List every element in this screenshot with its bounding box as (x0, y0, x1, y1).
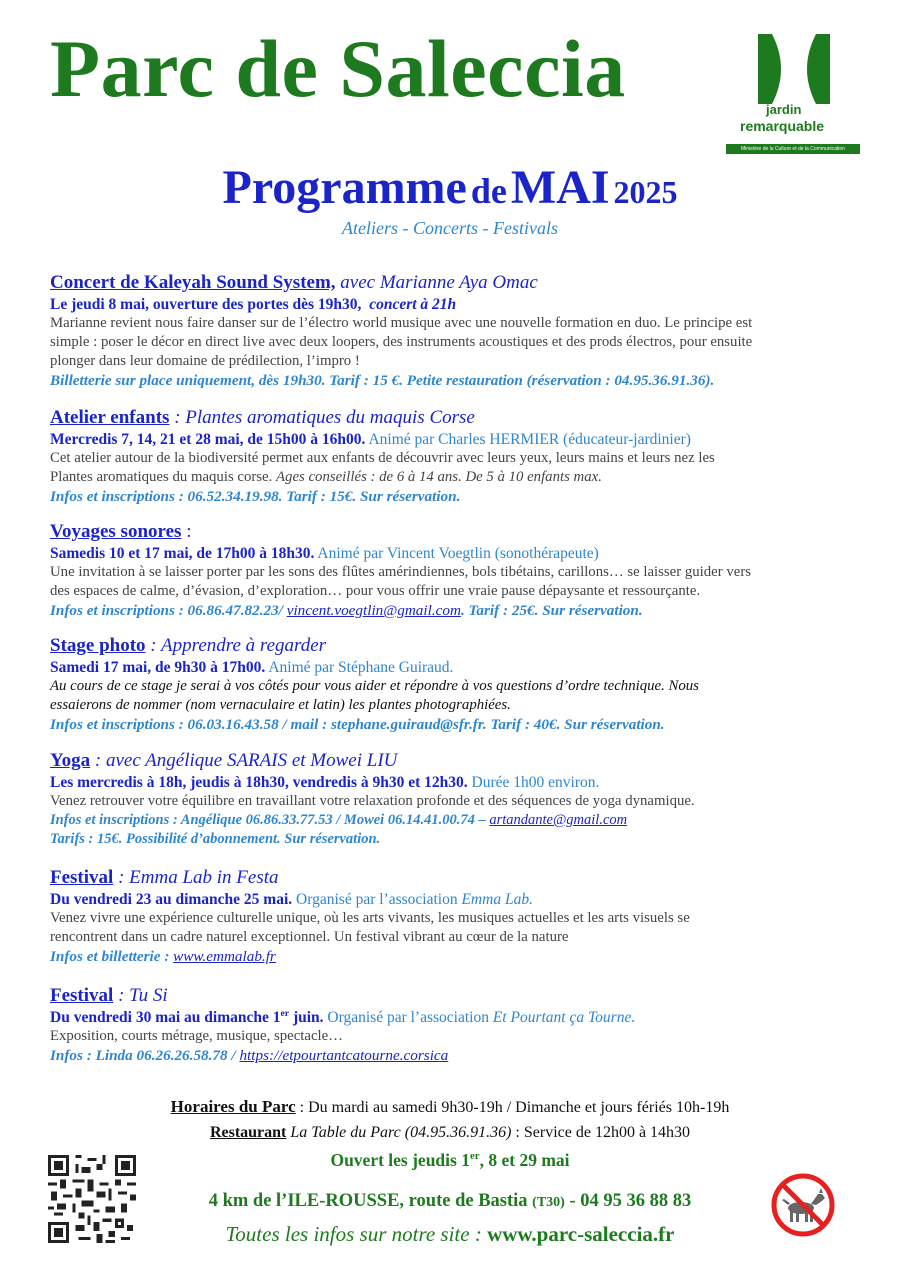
event-organizer-name: Emma Lab. (461, 891, 533, 908)
website-link[interactable]: www.parc-saleccia.fr (487, 1222, 675, 1246)
de-word: de (470, 171, 507, 211)
event-date: Le jeudi 8 mai, ouverture des portes dès 19h30, (50, 296, 362, 313)
event-stage-photo (50, 634, 870, 734)
jardin-remarquable-logo (726, 34, 862, 158)
event-title: : (181, 521, 192, 542)
open-text: Ouvert les jeudis 1 (330, 1150, 470, 1170)
event-title: : Tu Si (113, 985, 168, 1006)
event-date: Les mercredis à 18h, jeudis à 18h30, vendredis à 9h30 et 12h30. (50, 774, 468, 791)
event-concert (50, 271, 870, 390)
event-date-end: juin. (289, 1009, 324, 1026)
programme-subtitle: Ateliers - Concerts - Festivals (342, 218, 558, 238)
website-intro: Toutes les infos sur notre site : (225, 1222, 488, 1246)
logo-mark-icon (756, 34, 832, 104)
logo-word-remarquable: remarquable (740, 118, 825, 134)
event-ages: Ages conseillés : de 6 à 14 ans. De 5 à 10 enfants max. (276, 469, 602, 485)
open-dates: , 8 et 29 mai (479, 1150, 570, 1170)
event-label: Atelier enfants (50, 407, 170, 428)
event-title: : Apprendre à regarder (145, 635, 327, 656)
event-title: avec Marianne Aya Omac (335, 272, 538, 293)
event-info: Infos : Linda 06.26.26.58.78 / (50, 1047, 240, 1064)
event-description-line: Exposition, courts métrage, musique, spectacle… (50, 1028, 343, 1044)
event-date: Du vendredi 30 mai au dimanche 1 (50, 1009, 281, 1026)
event-label: Yoga (50, 750, 91, 771)
event-title: : Plantes aromatiques du maquis Corse (169, 407, 475, 428)
event-duration: Durée 1h00 environ. (467, 774, 600, 791)
event-label: Festival (50, 985, 114, 1006)
event-label: Concert de Kaleyah Sound System, (50, 272, 336, 293)
event-animator: Animé par Charles HERMIER (éducateur-jardinier) (365, 431, 691, 448)
event-info-tarif: . Tarif : 25€. Sur réservation. (460, 602, 643, 619)
event-info: Infos et inscriptions : 06.86.47.82.23/ (50, 602, 287, 619)
page-title: Parc de Saleccia (50, 23, 626, 114)
event-animator: Animé par Vincent Voegtlin (sonothérapeute) (314, 545, 599, 562)
restaurant-label: Restaurant (209, 1124, 287, 1141)
restaurant-hours: : Service de 12h00 à 14h30 (511, 1124, 691, 1141)
event-label: Stage photo (50, 635, 146, 656)
month-word: MAI (510, 161, 610, 214)
event-yoga (50, 749, 870, 849)
website-link[interactable]: https://etpourtantcatourne.corsica (239, 1047, 449, 1064)
event-description-line: des espaces de calme, d’évasion, d’exploration… pour vous offrir une vraie pause dépaysante et ressourçante. (50, 583, 701, 599)
restaurant-info (0, 1124, 900, 1142)
restaurant-name: La Table du Parc (04.95.36.91.36) (286, 1124, 512, 1141)
event-description-line: rencontrent dans un cadre naturel exceptionnel. Un festival vibrant au cœur de la nature (50, 929, 569, 945)
event-info: Billetterie sur place uniquement, dès 19h30. Tarif : 15 €. Petite restauration (réservation : 04.95.36.91.36). (50, 372, 715, 389)
logo-ministry-bar: Ministère de la Culture et de la Communication (726, 144, 860, 154)
event-description-line: Venez retrouver votre équilibre en travaillant votre relaxation profonde et des séquences de yoga dynamique. (50, 793, 695, 809)
event-voyages-sonores (50, 520, 870, 620)
event-organizer: Organisé par l’association (323, 1009, 493, 1026)
hours-text: : Du mardi au samedi 9h30-19h / Dimanche et jours fériés 10h-19h (295, 1099, 730, 1116)
open-sup: er (469, 1150, 480, 1163)
event-title: : avec Angélique SARAIS et Mowei LIU (90, 750, 398, 771)
event-festival-emma-lab (50, 866, 870, 966)
email-link[interactable]: artandante@gmail.com (489, 812, 628, 828)
event-description-line: Cet atelier autour de la biodiversité permet aux enfants de découvrir avec leurs yeux, leurs mains et leurs nez les (50, 450, 715, 466)
event-description-line: simple : poser le décor en direct live avec deux loopers, des instruments acoustiques et des prods électros, pour ensuite (50, 334, 753, 350)
programme-heading (0, 160, 900, 215)
event-organizer: Organisé par l’association (292, 891, 462, 908)
no-dogs-icon (770, 1172, 836, 1238)
event-title: : Emma Lab in Festa (113, 867, 279, 888)
event-description-line: Venez vivre une expérience culturelle unique, où les arts vivants, les musiques actuelles et les arts visuels se (50, 910, 690, 926)
road-code: (T30) (532, 1195, 565, 1210)
event-date: Du vendredi 23 au dimanche 25 mai. (50, 891, 293, 908)
event-animator: Animé par Stéphane Guiraud. (265, 659, 454, 676)
event-date: Mercredis 7, 14, 21 et 28 mai, de 15h00 à 16h00. (50, 431, 366, 448)
phone-number: - 04 95 36 88 83 (564, 1191, 692, 1211)
event-info: Infos et inscriptions : Angélique 06.86.33.77.53 / Mowei 06.14.41.00.74 – (50, 812, 490, 828)
programme-word: Programme (222, 161, 467, 214)
event-description-line: essaierons de nommer (nom vernaculaire et latin) les plantes photographiées. (50, 697, 511, 713)
event-label: Voyages sonores (50, 521, 182, 542)
address-text: 4 km de l’ILE-ROUSSE, route de Bastia (208, 1191, 533, 1211)
qr-code (48, 1155, 136, 1243)
event-label: Festival (50, 867, 114, 888)
website-link[interactable]: www.emmalab.fr (173, 948, 276, 965)
event-description-line: Marianne revient nous faire danser sur de l’électro world musique avec une nouvelle formation en duo. Le principe est (50, 315, 753, 331)
event-date-sup: er (280, 1007, 290, 1019)
event-date: Samedis 10 et 17 mai, de 17h00 à 18h30. (50, 545, 315, 562)
email-link[interactable]: vincent.voegtlin@gmail.com (286, 602, 461, 619)
event-festival-tu-si (50, 984, 870, 1065)
event-info: Infos et billetterie : (50, 948, 174, 965)
event-description-line: Plantes aromatiques du maquis corse. (50, 469, 277, 485)
event-description-line: plonger dans leur domaine de prédilection, l’impro ! (50, 353, 360, 369)
year-word: 2025 (613, 174, 678, 210)
event-description-line: Une invitation à se laisser porter par les sons des flûtes amérindiennes, bols tibétains, carillons… se laisser guider vers (50, 564, 752, 580)
event-description-line: Au cours de ce stage je serai à vos côtés pour vous aider et répondre à vos questions d’ordre technique. Nous (50, 678, 699, 694)
event-date: Samedi 17 mai, de 9h30 à 17h00. (50, 659, 266, 676)
park-hours (0, 1097, 900, 1117)
event-info: Infos et inscriptions : 06.52.34.19.98. Tarif : 15€. Sur réservation. (50, 488, 461, 505)
event-atelier-enfants (50, 406, 870, 506)
hours-label: Horaires du Parc (170, 1097, 296, 1116)
event-organizer-name: Et Pourtant ça Tourne. (492, 1009, 636, 1026)
event-info: Infos et inscriptions : 06.03.16.43.58 / mail : stephane.guiraud@sfr.fr. Tarif : 40€. Sur réservation. (50, 716, 665, 733)
event-time: concert à 21h (369, 296, 457, 313)
logo-word-jardin: jardin (766, 102, 802, 117)
event-info-tarif: Tarifs : 15€. Possibilité d’abonnement. Sur réservation. (50, 831, 381, 847)
